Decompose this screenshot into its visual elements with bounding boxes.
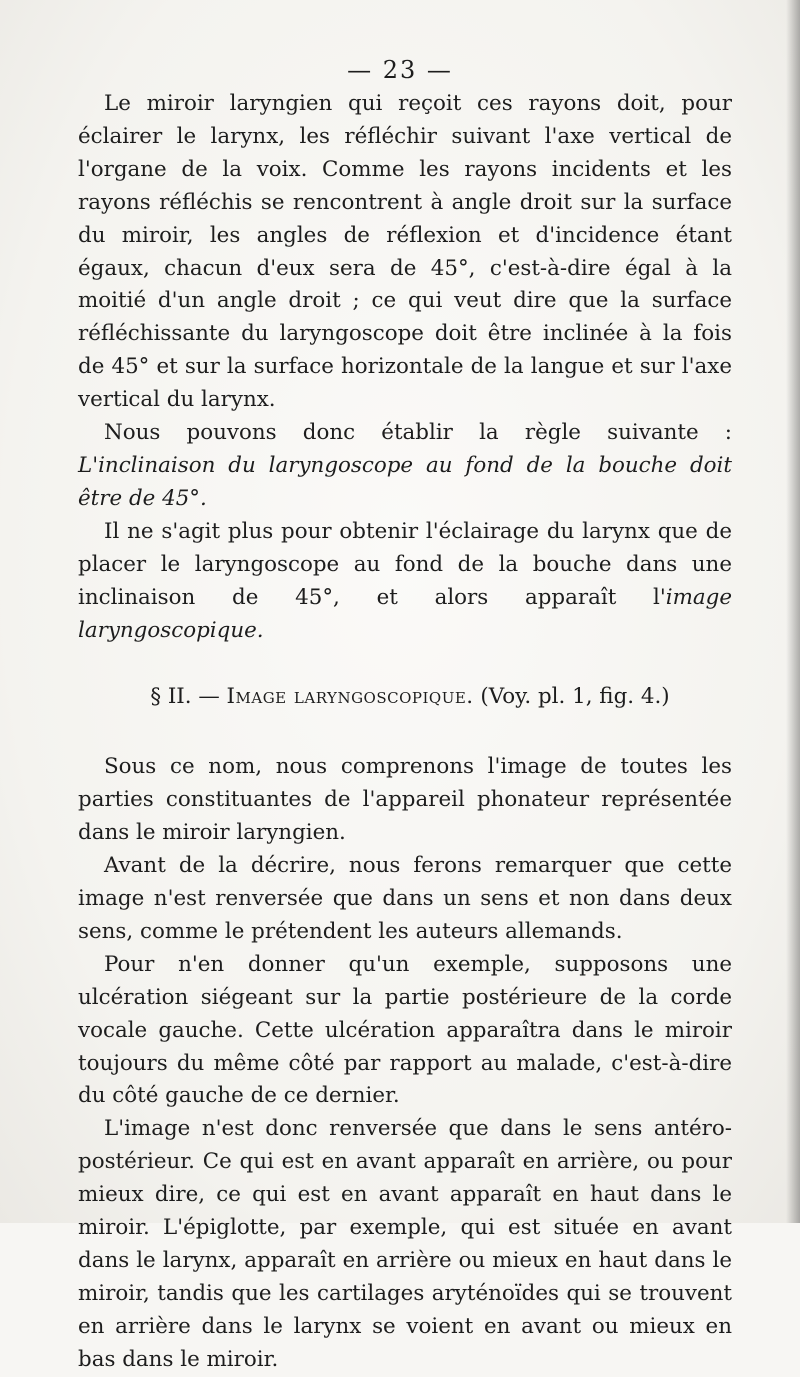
paragraph-antero-posterior: L'image n'est donc renversée que dans le sens antéro-postérieur. Ce qui est en avant apparaît en arrière, ou pour mieux dire, ce qui est en avant apparaît en haut dans le miroir. L'épiglotte, par exemple, qui est située en avant dans le larynx, apparaît en arrière ou mieux en haut dans le miroir, tandis que les cartilages aryténoïdes qui se trouvent en arrière dans le larynx se voient en avant ou mieux en bas dans le miroir. xyxy=(78,1116,732,1372)
section-heading xyxy=(78,681,732,713)
paragraph-inversion: Avant de la décrire, nous ferons remarquer que cette image n'est renversée que dans un sens et non dans deux sens, comme le prétendent les auteurs allemands. xyxy=(78,853,732,944)
paragraph-lighting-italic: image laryngoscopique. xyxy=(78,584,732,643)
page-number: — 23 — xyxy=(347,56,453,84)
paragraph-lighting xyxy=(78,516,732,648)
section-heading-title: Image laryngoscopique. xyxy=(226,684,474,710)
section-heading-ref: (Voy. pl. 1, fig. 4.) xyxy=(473,684,670,710)
paragraph-definition: Sous ce nom, nous comprenons l'image de toutes les parties constituantes de l'appareil phonateur représentée dans le miroir laryngien. xyxy=(78,754,732,846)
paragraph-mirror-reflection: Le miroir laryngien qui reçoit ces rayons doit, pour éclairer le larynx, les réfléchir suivant l'axe vertical de l'organe de la voix. Comme les rayons incidents et les rayons réfléchis se rencontrent à angle droit sur la surface du miroir, les angles de réflexion et d'incidence étant égaux, chacun d'eux sera de 45°, c'est-à-dire égal à la moitié d'un angle droit ; ce qui veut dire que la surface réfléchissante du laryngoscope doit être inclinée à la fois de 45° et sur la surface horizontale de la langue et sur l'axe vertical du larynx. xyxy=(78,91,732,413)
paragraph-rule-italic: L'inclinaison du laryngoscope au fond de la bouche doit être de 45°. xyxy=(78,452,732,511)
section-heading-prefix: § II. — xyxy=(150,684,227,710)
paragraph-example: Pour n'en donner qu'un exemple, supposons une ulcération siégeant sur la partie postérieure de la corde vocale gauche. Cette ulcération apparaîtra dans le miroir toujours du même côté par rapport au malade, c'est-à-dire du côté gauche de ce dernier. xyxy=(78,951,732,1109)
page-body xyxy=(78,88,732,1377)
page-gutter-shadow xyxy=(786,0,800,1223)
paragraph-rule-lead: Nous pouvons donc établir la règle suivante : xyxy=(104,420,732,446)
paragraph-lighting-lead: Il ne s'agit plus pour obtenir l'éclairage du larynx que de placer le laryngoscope au fond de la bouche dans une inclinaison de 45°, et alors apparaît l' xyxy=(78,518,732,610)
paragraph-rule xyxy=(78,417,732,516)
